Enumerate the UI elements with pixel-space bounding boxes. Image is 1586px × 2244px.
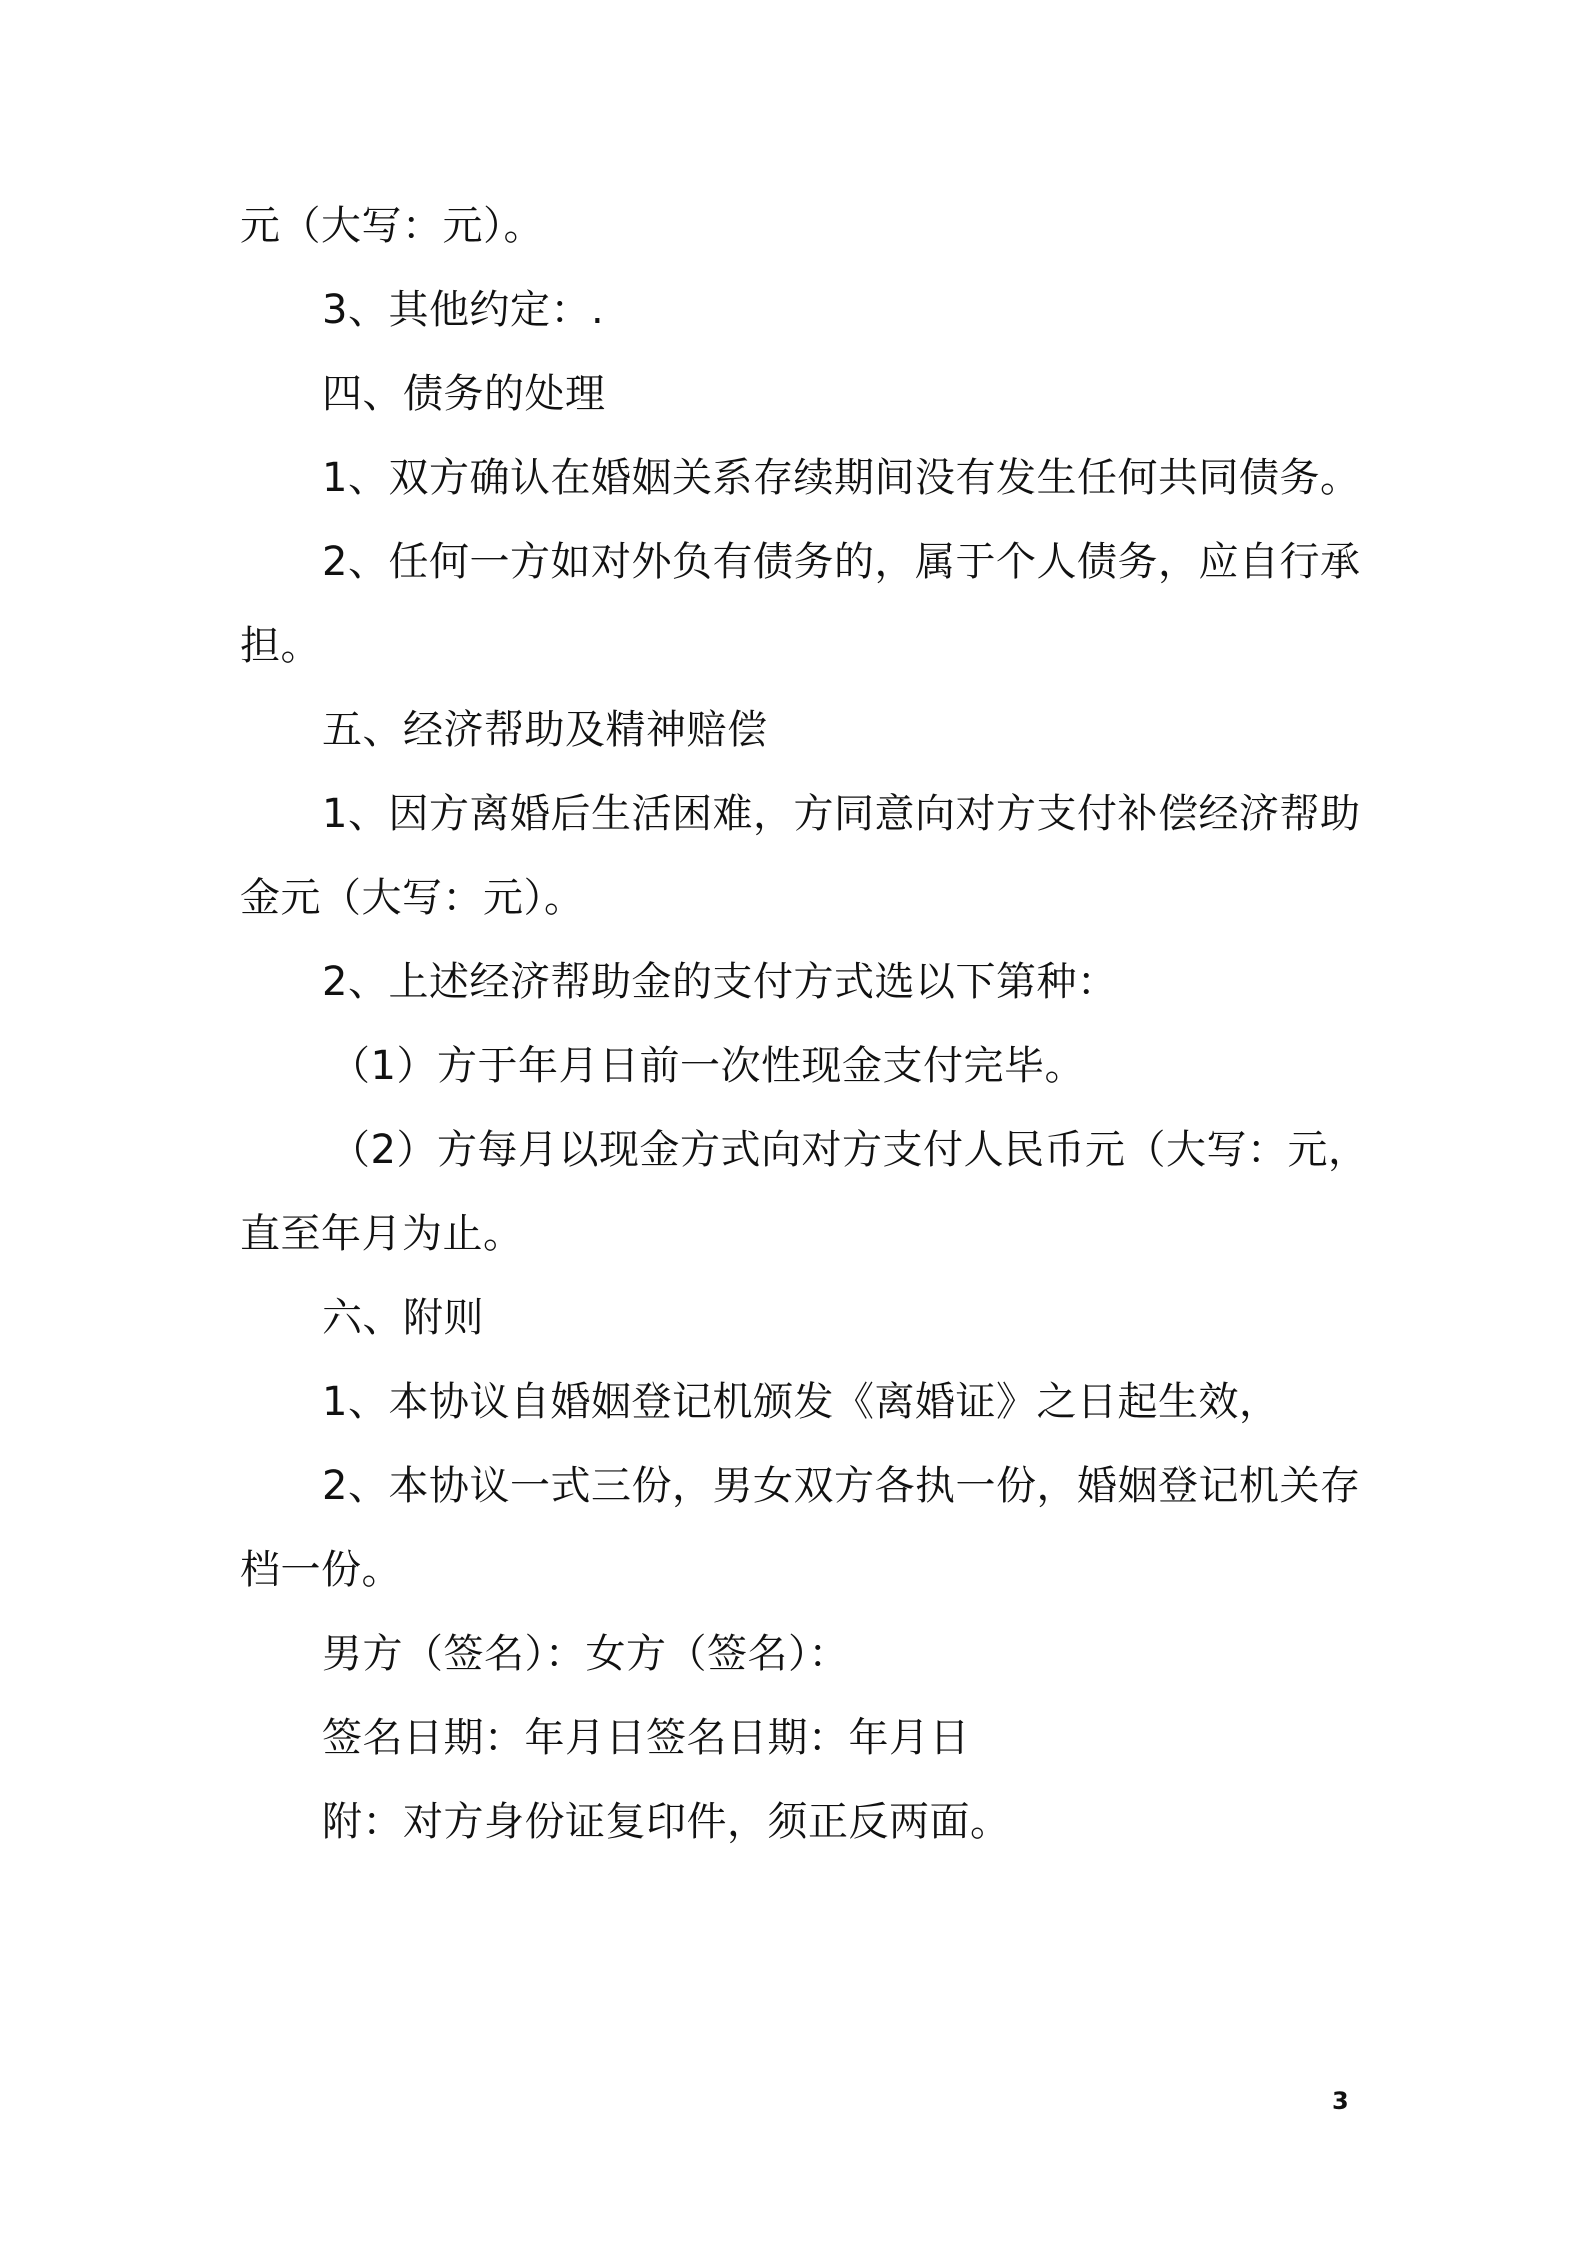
text-line: 担。 [240, 623, 321, 669]
page-number: 3 [1332, 2087, 1349, 2115]
text-line: 2、本协议一式三份，男女双方各执一份，婚姻登记机关存 [322, 1463, 1361, 1509]
section-heading-supplementary: 六、附则 [322, 1295, 484, 1341]
text-line: 2、任何一方如对外负有债务的，属于个人债务，应自行承 [322, 539, 1361, 585]
section-heading-economic-aid: 五、经济帮助及精神赔偿 [322, 707, 768, 753]
text-line: 2、上述经济帮助金的支付方式选以下第种： [322, 959, 1118, 1005]
text-line: 1、双方确认在婚姻关系存续期间没有发生任何共同债务。 [322, 455, 1361, 501]
text-line: 元（大写：元）。 [240, 203, 544, 249]
signature-date-line: 签名日期：年月日签名日期：年月日 [322, 1715, 970, 1761]
signature-line: 男方（签名）：女方（签名）： [322, 1631, 849, 1677]
text-line: 档一份。 [240, 1547, 402, 1593]
text-line: （2）方每月以现金方式向对方支付人民币元（大写：元， [330, 1127, 1369, 1173]
text-line: （1）方于年月日前一次性现金支付完毕。 [330, 1043, 1085, 1089]
text-line: 3、其他约定：. [322, 287, 605, 333]
text-line: 金元（大写：元）。 [240, 875, 585, 921]
text-line: 1、本协议自婚姻登记机颁发《离婚证》之日起生效， [322, 1379, 1280, 1425]
attachment-note: 附：对方身份证复印件，须正反两面。 [322, 1799, 1011, 1845]
text-line: 1、因方离婚后生活困难，方同意向对方支付补偿经济帮助 [322, 791, 1361, 837]
section-heading-debts: 四、债务的处理 [322, 371, 606, 417]
text-line: 直至年月为止。 [240, 1211, 524, 1257]
